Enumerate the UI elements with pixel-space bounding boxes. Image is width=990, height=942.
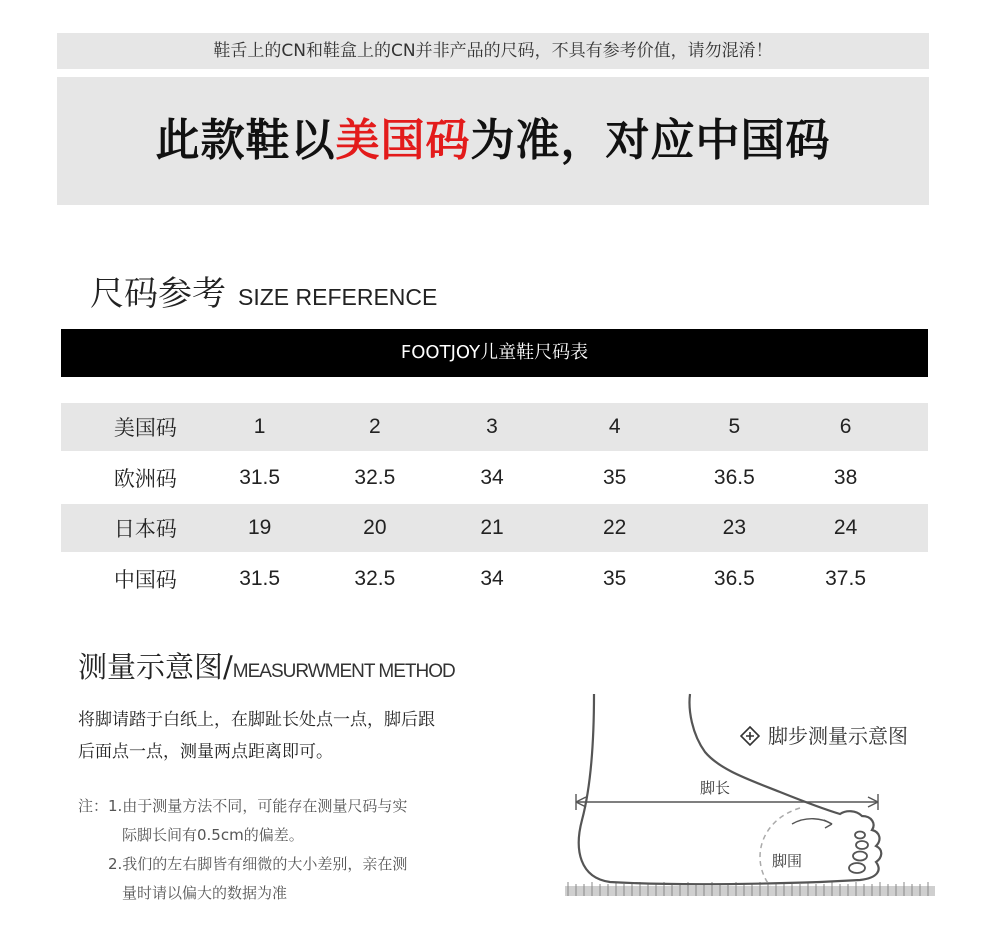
table-cell: 3	[486, 415, 498, 438]
measure-title-en: MEASURWMENT METHOD	[232, 661, 455, 682]
table-cell: 38	[833, 465, 858, 489]
table-cell: 31.5	[239, 566, 281, 590]
table-cell: 34	[480, 465, 504, 489]
note-line: 量时请以偏大的数据为准	[122, 884, 288, 902]
figure-legend-text: 脚步测量示意图	[768, 724, 908, 748]
row-label: 美国码	[113, 416, 177, 440]
length-label: 脚长	[700, 779, 731, 797]
table-cell: 22	[602, 516, 627, 539]
table-cell: 6	[839, 415, 852, 438]
foot-measurement-diagram	[560, 690, 940, 910]
measure-title	[78, 645, 455, 686]
table-cell: 35	[602, 566, 627, 590]
foot-outline	[579, 694, 882, 884]
note-line: 2.我们的左右脚皆有细微的大小差别，亲在测	[108, 855, 408, 873]
table-cell: 32.5	[354, 566, 396, 590]
table-cell: 19	[247, 516, 272, 539]
table-cell: 34	[480, 566, 504, 590]
size-reference-title-cn: 尺码参考	[90, 274, 226, 314]
measure-notes	[78, 792, 508, 908]
table-cell: 21	[480, 516, 504, 539]
table-cell: 20	[363, 516, 387, 539]
table-cell: 32.5	[354, 465, 396, 489]
table-cell: 1	[253, 415, 266, 438]
row-label: 欧洲码	[113, 466, 177, 491]
measure-title-cn: 测量示意图/	[78, 650, 233, 684]
table-cell: 35	[602, 465, 627, 489]
row-label: 日本码	[113, 517, 177, 541]
table-cell: 4	[608, 415, 621, 438]
instruction-line: 后面点一点，测量两点距离即可。	[78, 742, 333, 762]
girth-label: 脚围	[772, 852, 803, 870]
table-row-eu	[61, 451, 928, 504]
size-banner	[57, 77, 929, 205]
table-row-jp	[61, 504, 928, 552]
table-cell: 23	[722, 516, 747, 539]
table-cell: 24	[833, 516, 858, 539]
size-notice: 鞋舌上的CN和鞋盒上的CN并非产品的尺码，不具有参考价值，请勿混淆！	[57, 33, 929, 69]
toe-details	[849, 832, 868, 874]
table-cell: 36.5	[713, 566, 755, 590]
size-table	[61, 403, 928, 605]
table-row-cn	[61, 552, 928, 605]
table-row-us	[61, 403, 928, 451]
table-cell: 37.5	[825, 566, 866, 590]
table-cell: 2	[368, 415, 381, 438]
banner-text-after: 为准，对应中国码	[470, 115, 831, 166]
banner-text-before: 此款鞋以	[155, 115, 336, 166]
size-reference-title-en: SIZE REFERENCE	[238, 284, 438, 310]
size-reference-title	[90, 266, 437, 316]
note-line: 注：1.由于测量方法不同，可能存在测量尺码与实	[78, 797, 408, 815]
table-cell: 31.5	[239, 465, 281, 489]
measure-instructions	[78, 704, 508, 768]
table-cell: 36.5	[713, 465, 755, 489]
table-cell: 5	[728, 415, 741, 438]
banner-highlight: 美国码	[335, 115, 471, 166]
row-label: 中国码	[113, 567, 177, 592]
size-table-title: FOOTJOY儿童鞋尺码表	[61, 329, 928, 377]
note-line: 际脚长间有0.5cm的偏差。	[122, 826, 304, 844]
instruction-line: 将脚请踏于白纸上，在脚趾长处点一点，脚后跟	[78, 710, 435, 730]
girth-guide	[760, 808, 803, 886]
